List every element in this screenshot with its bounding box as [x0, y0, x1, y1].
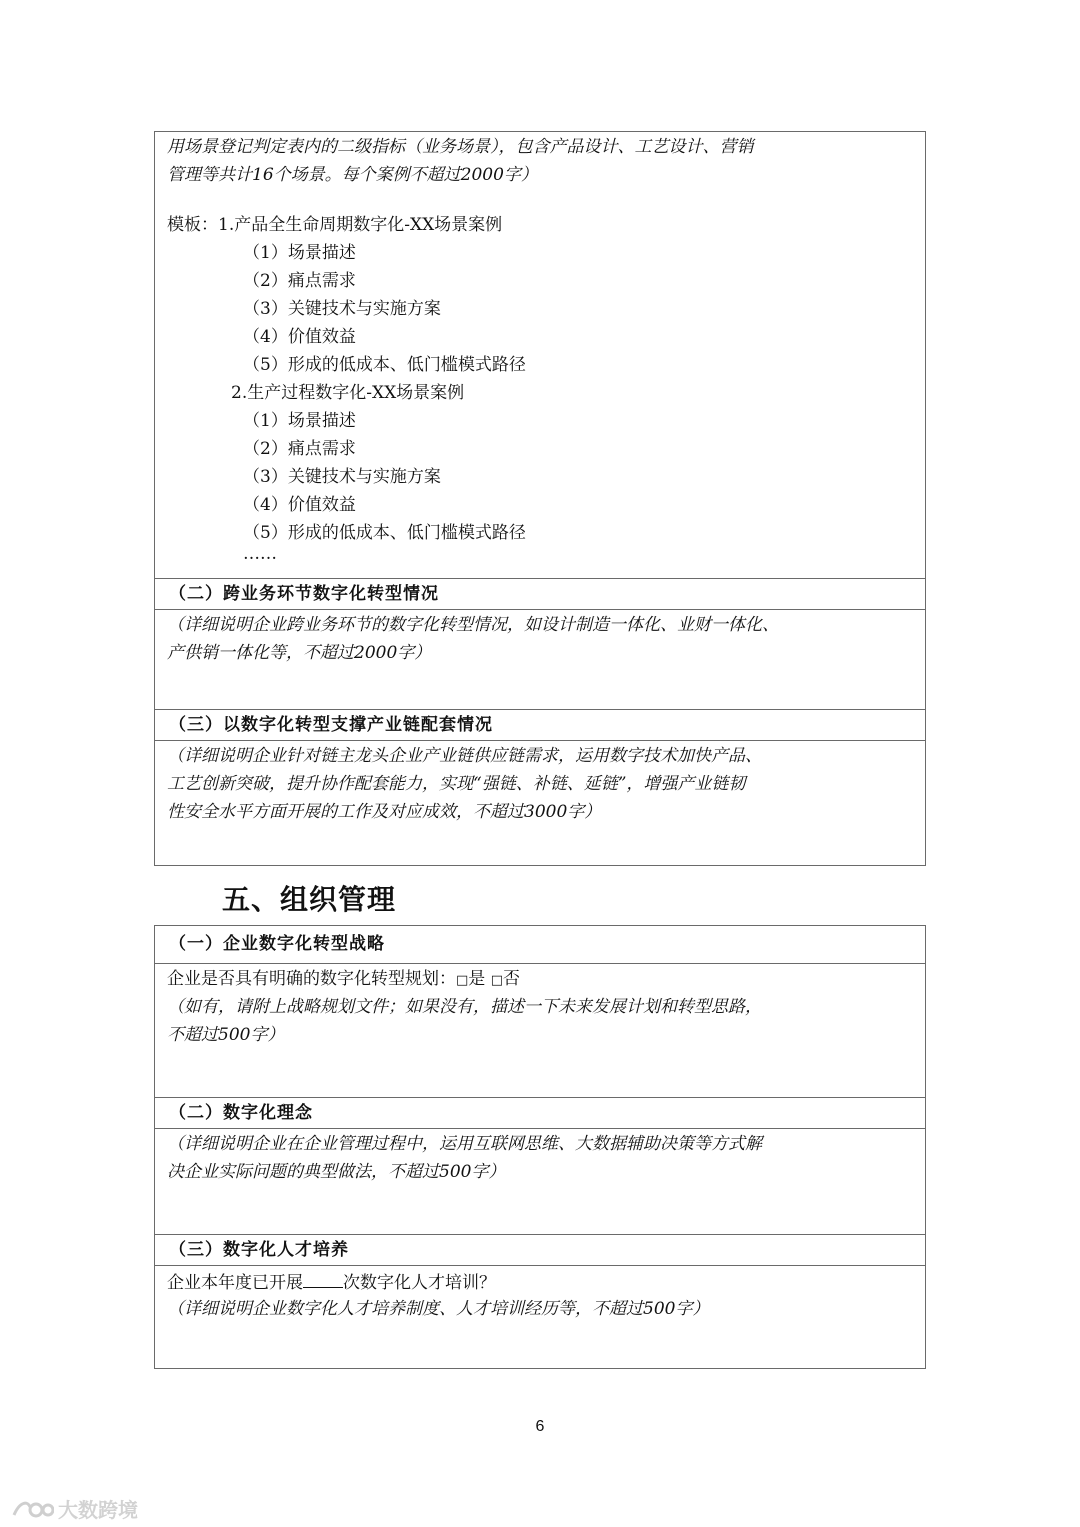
- intro-line-2: 管理等共计16个场景。每个案例不超过2000字）: [167, 165, 538, 185]
- chain-line-3: 性安全水平方面开展的工作及对应成效，不超过3000字）: [167, 802, 602, 822]
- ellipsis: ……: [243, 547, 277, 563]
- talent-question-line: [167, 1267, 915, 1295]
- case1-item-1: （1）场景描述: [243, 243, 356, 263]
- case1-item-4: （4）价值效益: [243, 327, 356, 347]
- concept-line-2: 决企业实际问题的典型做法，不超过500字）: [167, 1162, 506, 1182]
- case2-item-2: （2）痛点需求: [243, 439, 356, 459]
- concept-header: （二）数字化理念: [155, 1098, 925, 1129]
- template-label: 模板：1.产品全生命周期数字化-XX场景案例: [167, 215, 503, 235]
- checkbox-yes[interactable]: □: [456, 973, 469, 988]
- form-table-digital-transformation: [154, 131, 926, 866]
- cross-business-cell: [155, 610, 925, 710]
- scenario-cases-cell: [155, 132, 925, 579]
- case2-item-1: （1）场景描述: [243, 411, 356, 431]
- case1-item-5: （5）形成的低成本、低门槛模式路径: [243, 355, 526, 375]
- talent-line-1: （详细说明企业数字化人才培养制度、人才培训经历等，不超过500字）: [167, 1299, 710, 1319]
- strategy-header: （一）企业数字化转型战略: [155, 926, 925, 964]
- case2-item-4: （4）价值效益: [243, 495, 356, 515]
- case2-item-3: （3）关键技术与实施方案: [243, 467, 441, 487]
- case2-item-5: （5）形成的低成本、低门槛模式路径: [243, 523, 526, 543]
- form-table-organization: [154, 925, 926, 1369]
- strategy-cell: [155, 964, 925, 1098]
- page-number: 6: [535, 1418, 545, 1435]
- checkbox-no[interactable]: □: [490, 973, 503, 988]
- case2-title: 2.生产过程数字化-XX场景案例: [231, 383, 465, 403]
- section-title: 五、组织管理: [222, 883, 397, 916]
- talent-header: （三）数字化人才培养: [155, 1235, 925, 1266]
- watermark-logo-icon: [10, 1497, 54, 1521]
- chain-line-1: （详细说明企业针对链主龙头企业产业链供应链需求，运用数字技术加快产品、: [167, 746, 762, 766]
- watermark: [10, 1494, 138, 1523]
- strategy-line-2: 不超过500字）: [167, 1025, 285, 1045]
- talent-question-pre: 企业本年度已开展: [167, 1273, 303, 1293]
- industry-chain-header: （三）以数字化转型支撑产业链配套情况: [155, 710, 925, 741]
- strategy-question: 企业是否具有明确的数字化转型规划：: [167, 969, 456, 989]
- option-yes-label: 是: [468, 969, 486, 989]
- cross-line-1: （详细说明企业跨业务环节的数字化转型情况，如设计制造一体化、业财一体化、: [167, 615, 779, 635]
- watermark-text: 大数跨境: [58, 1498, 138, 1522]
- concept-line-1: （详细说明企业在企业管理过程中，运用互联网思维、大数据辅助决策等方式解: [167, 1134, 762, 1154]
- strategy-line-1: （如有，请附上战略规划文件；如果没有，描述一下未来发展计划和转型思路，: [167, 997, 762, 1017]
- training-count-blank[interactable]: [303, 1267, 343, 1288]
- case1-item-2: （2）痛点需求: [243, 271, 356, 291]
- case1-item-3: （3）关键技术与实施方案: [243, 299, 441, 319]
- intro-line-1: 用场景登记判定表内的二级指标（业务场景），包含产品设计、工艺设计、营销: [167, 137, 754, 157]
- talent-question-post: 次数字化人才培训？: [343, 1273, 496, 1293]
- industry-chain-cell: [155, 741, 925, 865]
- chain-line-2: 工艺创新突破，提升协作配套能力，实现“强链、补链、延链”，增强产业链韧: [167, 774, 746, 794]
- talent-cell: [155, 1266, 925, 1368]
- cross-line-2: 产供销一体化等，不超过2000字）: [167, 643, 432, 663]
- option-no-label: 否: [503, 969, 520, 989]
- cross-business-header: （二）跨业务环节数字化转型情况: [155, 579, 925, 610]
- strategy-question-line: [167, 965, 915, 993]
- concept-cell: [155, 1129, 925, 1235]
